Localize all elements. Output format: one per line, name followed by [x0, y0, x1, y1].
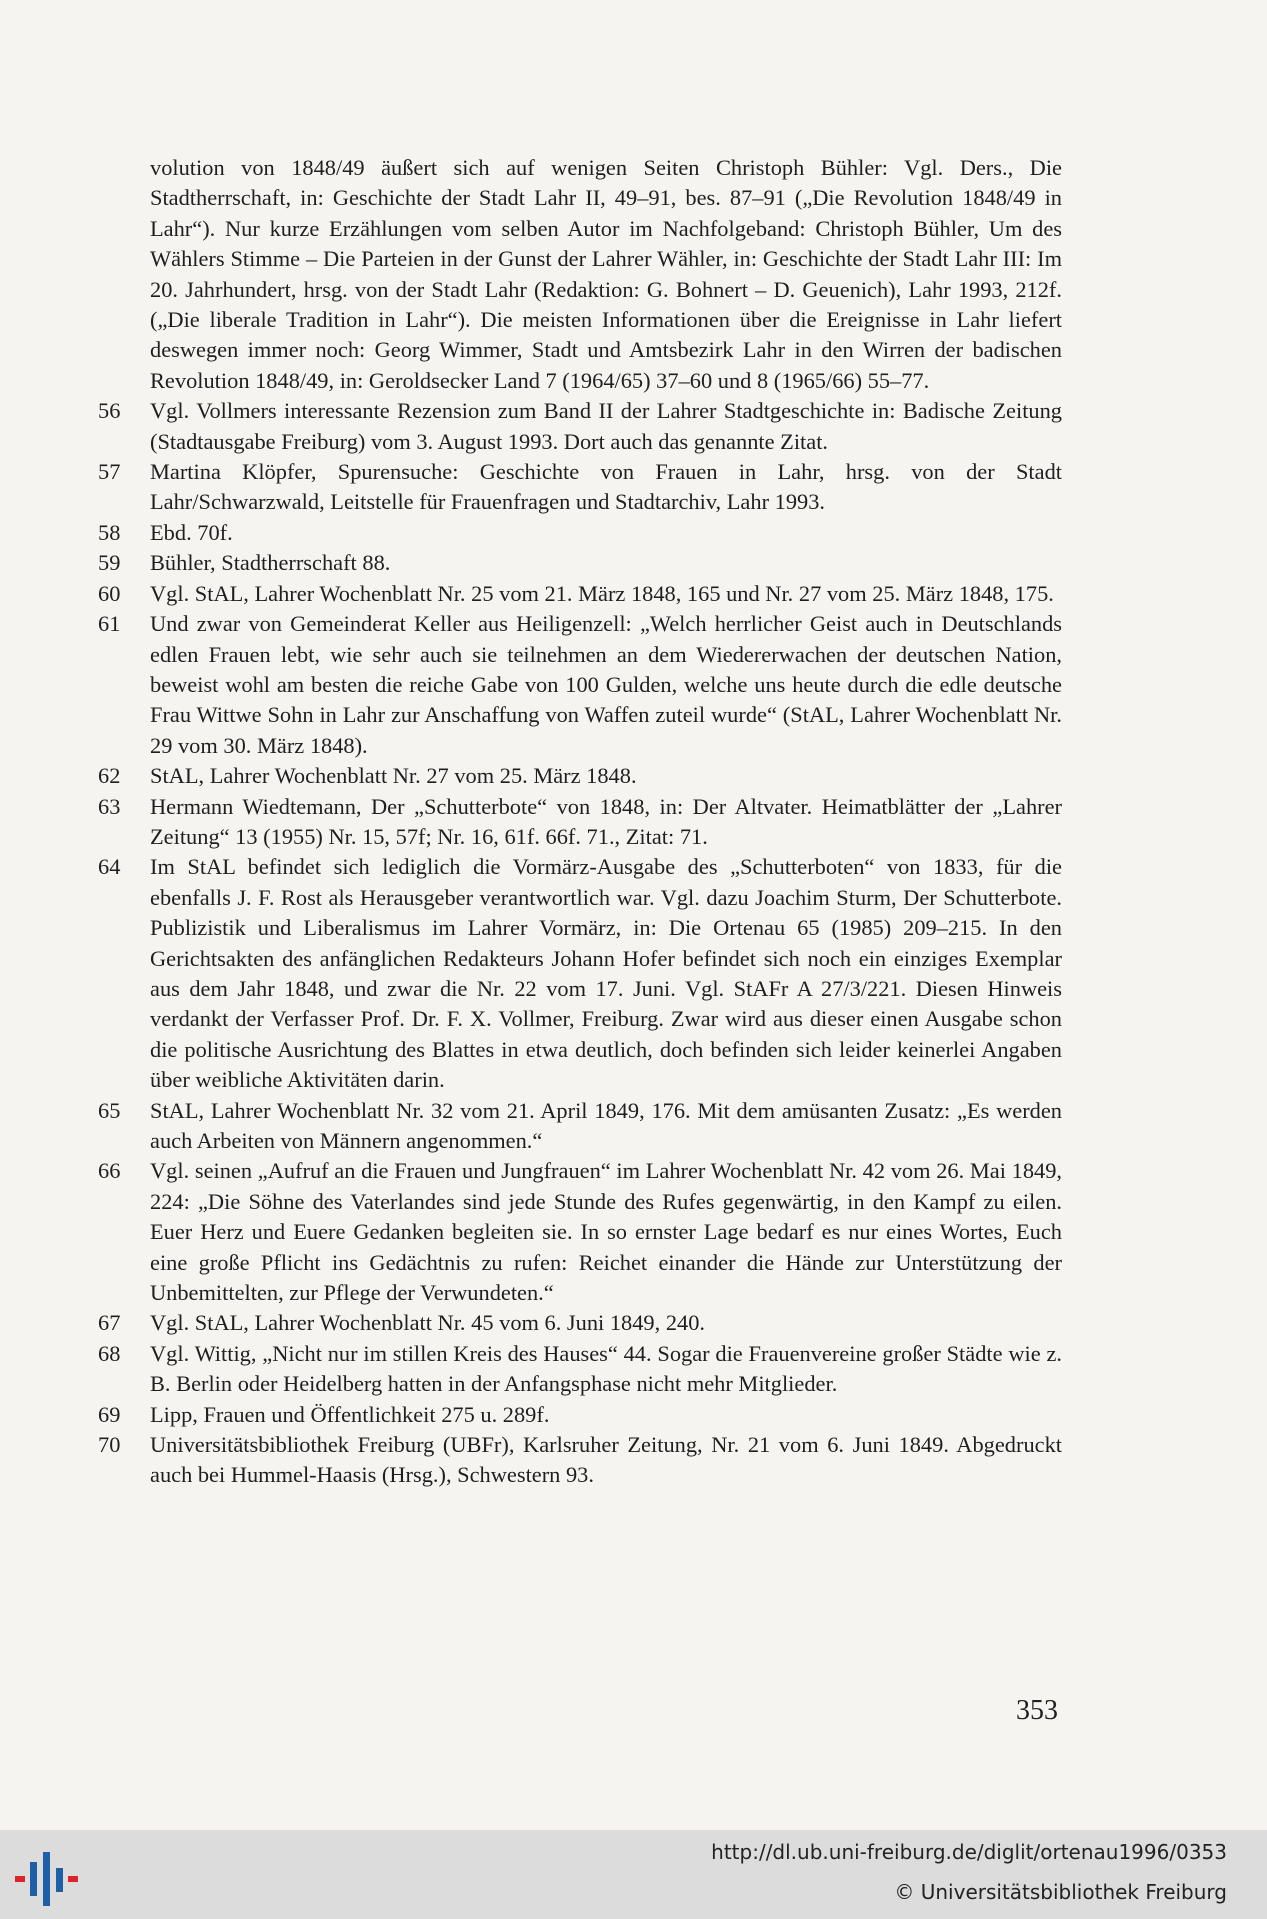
footnote-61 — [98, 609, 1062, 761]
footnote-57 — [98, 457, 1062, 518]
footnote-text: Vgl. Wittig, „Nicht nur im stillen Kreis des Hauses“ 44. Sogar die Frauenvereine großer Städte wie z. B. Berlin oder Heidelberg hatten in der Anfangsphase nicht mehr Mitglieder. — [150, 1340, 1062, 1397]
footnote-text: Vgl. seinen „Aufruf an die Frauen und Jungfrauen“ im Lahrer Wochenblatt Nr. 42 vom 26. Mai 1849, 224: „Die Söhne des Vaterlandes sind jede Stunde des Rufes gegenwärtig, in den Kampf zu eilen. Euer Herz und Euere Gedanken begleiten sie. In so ernster Lage bedarf es nur eines Wortes, Euch eine große Pflicht ins Gedächtnis zu rufen: Reichet einander die Hände zur Unterstützung der Unbemittelten, zur Pflege der Verwundeten.“ — [150, 1158, 1062, 1306]
footnote-62 — [98, 761, 1062, 791]
source-url-link[interactable]: http://dl.ub.uni-freiburg.de/diglit/ortenau1996/0353 — [711, 1840, 1227, 1864]
footnote-number: 56 — [98, 398, 121, 424]
ub-freiburg-logo-icon — [15, 1852, 79, 1906]
footnote-text: Vgl. StAL, Lahrer Wochenblatt Nr. 25 vom 21. März 1848, 165 und Nr. 27 vom 25. März 1848, 175. — [150, 580, 1054, 606]
footnote-60 — [98, 579, 1062, 609]
footnote-continuation — [98, 153, 1062, 396]
footnote-66 — [98, 1156, 1062, 1308]
footnote-text: Bühler, Stadtherrschaft 88. — [150, 550, 391, 576]
footnote-number: 68 — [98, 1340, 121, 1366]
footnote-number: 70 — [98, 1432, 121, 1458]
footnote-number: 66 — [98, 1158, 121, 1184]
footnote-69 — [98, 1400, 1062, 1430]
footnote-number: 69 — [98, 1401, 121, 1427]
footnote-text: StAL, Lahrer Wochenblatt Nr. 32 vom 21. April 1849, 176. Mit dem amüsanten Zusatz: „Es werden auch Arbeiten von Männern angenommen.“ — [150, 1097, 1062, 1153]
footnote-text: Hermann Wiedtemann, Der „Schutterbote“ von 1848, in: Der Altvater. Heimatblätter der „Lahrer Zeitung“ 13 (1955) Nr. 15, 57f; Nr. 16, 61f. 66f. 71., Zitat: 71. — [150, 793, 1062, 849]
footnote-text: Im StAL befindet sich lediglich die Vormärz-Ausgabe des „Schutterboten“ von 1833, für die ebenfalls J. F. Rost als Herausgeber verantwortlich war. Vgl. dazu Joachim Sturm, Der Schutterbote. Publizistik und Liberalismus im Lahrer Vormärz, in: Die Ortenau 65 (1985) 209–215. In den Gerichtsakten des anfänglichen Redakteurs Johann Hofer befindet sich noch ein einziges Exemplar aus dem Jahr 1848, und zwar die Nr. 22 vom 17. Juni. Vgl. StAFr A 27/3/221. Diesen Hinweis verdankt der Verfasser Prof. Dr. F. X. Vollmer, Freiburg. Zwar wird aus dieser einen Ausgabe schon die politische Ausrichtung des Blattes in etwa deutlich, doch befinden sich leider keinerlei Angaben über weibliche Aktivitäten darin. — [150, 854, 1062, 1093]
footnote-number: 67 — [98, 1310, 121, 1336]
footnote-text: StAL, Lahrer Wochenblatt Nr. 27 vom 25. März 1848. — [150, 763, 637, 789]
footnote-59 — [98, 548, 1062, 578]
footnote-number: 63 — [98, 793, 121, 819]
footnote-text: Lipp, Frauen und Öffentlichkeit 275 u. 289f. — [150, 1401, 550, 1427]
footnote-65 — [98, 1096, 1062, 1157]
footnote-70 — [98, 1430, 1062, 1491]
footnote-list — [98, 396, 1062, 1491]
footnote-text: Universitätsbibliothek Freiburg (UBFr), Karlsruher Zeitung, Nr. 21 vom 6. Juni 1849. Abgedruckt auch bei Hummel-Haasis (Hrsg.), Schwestern 93. — [150, 1432, 1062, 1488]
footnote-number: 65 — [98, 1097, 121, 1123]
copyright-text: © Universitätsbibliothek Freiburg — [894, 1880, 1227, 1904]
footnote-number: 60 — [98, 580, 121, 606]
footnote-number: 64 — [98, 854, 121, 880]
footnote-64 — [98, 852, 1062, 1095]
footnote-number: 59 — [98, 550, 121, 576]
footnote-text: volution von 1848/49 äußert sich auf wenigen Seiten Christoph Bühler: Vgl. Ders., Die Stadtherrschaft, in: Geschichte der Stadt Lahr II, 49–91, bes. 87–91 („Die Revolution 1848/49 in Lahr“). Nur kurze Erzählungen vom selben Autor im Nachfolgeband: Christoph Bühler, Um des Wählers Stimme – Die Parteien in der Gunst der Lahrer Wähler, in: Geschichte der Stadt Lahr III: Im 20. Jahrhundert, hrsg. von der Stadt Lahr (Redaktion: G. Bohnert – D. Geuenich), Lahr 1993, 212f. („Die liberale Tradition in Lahr“). Die meisten Informationen über die Ereignisse in Lahr liefert deswegen immer noch: Georg Wimmer, Stadt und Amtsbezirk Lahr in den Wirren der badischen Revolution 1848/49, in: Geroldsecker Land 7 (1964/65) 37–60 und 8 (1965/66) 55–77. — [150, 155, 1062, 393]
footnote-68 — [98, 1339, 1062, 1400]
footnote-63 — [98, 792, 1062, 853]
footnote-text: Vgl. Vollmers interessante Rezension zum Band II der Lahrer Stadtgeschichte in: Badische Zeitung (Stadtausgabe Freiburg) vom 3. August 1993. Dort auch das genannte Zitat. — [150, 398, 1062, 454]
footnote-text: Martina Klöpfer, Spurensuche: Geschichte von Frauen in Lahr, hrsg. von der Stadt Lahr/Schwarzwald, Leitstelle für Frauenfragen und Stadtarchiv, Lahr 1993. — [150, 459, 1062, 515]
footnote-58 — [98, 518, 1062, 548]
footnote-67 — [98, 1308, 1062, 1338]
footer-bar — [0, 1830, 1267, 1919]
footnote-56 — [98, 396, 1062, 457]
footnote-text: Und zwar von Gemeinderat Keller aus Heiligenzell: „Welch herrlicher Geist auch in Deutschlands edlen Frauen lebt, wie sehr auch sie teilnehmen an dem Wiedererwachen der deutschen Nation, beweist wohl am besten die reiche Gabe von 100 Gulden, welche uns heute durch die edle deutsche Frau Wittwe Sohn in Lahr zur Anschaffung von Waffen zuteil wurde“ (StAL, Lahrer Wochenblatt Nr. 29 vom 30. März 1848). — [150, 611, 1062, 758]
footnote-number: 58 — [98, 519, 121, 545]
footnote-text: Vgl. StAL, Lahrer Wochenblatt Nr. 45 vom 6. Juni 1849, 240. — [150, 1310, 705, 1336]
footnote-number: 62 — [98, 763, 121, 789]
footnote-text: Ebd. 70f. — [150, 519, 233, 545]
footnote-number: 61 — [98, 611, 121, 637]
footnote-number: 57 — [98, 459, 121, 485]
page-number: 353 — [1016, 1695, 1058, 1726]
footnotes — [98, 153, 1062, 1491]
